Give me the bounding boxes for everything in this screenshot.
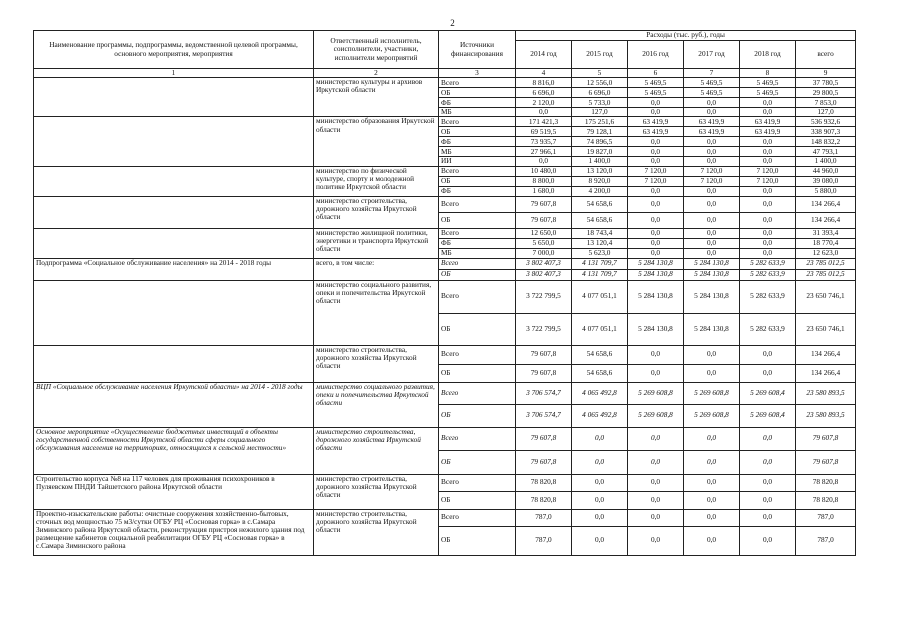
year-value-cell: 787,0 xyxy=(516,509,572,526)
total-value-cell: 47 793,1 xyxy=(796,147,856,157)
total-value-cell: 134 266,4 xyxy=(796,196,856,212)
year-value-cell: 5 623,0 xyxy=(572,248,628,258)
year-value-cell: 5 282 633,9 xyxy=(740,258,796,269)
financing-source-cell: МБ xyxy=(439,147,516,157)
year-value-cell: 0,0 xyxy=(628,364,684,382)
year-value-cell: 2 120,0 xyxy=(516,98,572,108)
year-value-cell: 0,0 xyxy=(628,491,684,509)
year-value-cell: 0,0 xyxy=(740,364,796,382)
executor-cell: министерство строительства, дорожного хозяйства Иркутской области xyxy=(314,509,439,555)
header-executor: Ответственный исполнитель, соисполнители, участники, исполнители мероприятий xyxy=(314,31,439,69)
total-value-cell: 39 080,0 xyxy=(796,176,856,186)
year-value-cell: 5 282 633,9 xyxy=(740,269,796,280)
total-value-cell: 134 266,4 xyxy=(796,212,856,228)
year-value-cell: 1 680,0 xyxy=(516,186,572,196)
table-row xyxy=(34,474,856,491)
column-index: 1 xyxy=(34,69,314,78)
table-row xyxy=(34,427,856,450)
executor-cell: министерство социального развития, опеки и попечительства Иркутской области xyxy=(314,280,439,345)
financing-source-cell: ОБ xyxy=(439,364,516,382)
year-value-cell: 0,0 xyxy=(684,427,740,450)
year-value-cell: 175 251,6 xyxy=(572,117,628,127)
header-program-name: Наименование программы, подпрограммы, ведомственной целевой программы, основного мероприятия, мероприятия xyxy=(34,31,314,69)
year-value-cell: 7 120,0 xyxy=(628,176,684,186)
header-year-2014: 2014 год xyxy=(516,41,572,69)
year-value-cell: 0,0 xyxy=(684,196,740,212)
program-name-cell xyxy=(34,166,314,196)
total-value-cell: 536 932,6 xyxy=(796,117,856,127)
financing-source-cell: ФБ xyxy=(439,98,516,108)
year-value-cell: 3 802 407,3 xyxy=(516,258,572,269)
financing-source-cell: ОБ xyxy=(439,526,516,555)
year-value-cell: 4 077 051,1 xyxy=(572,313,628,345)
year-value-cell: 5 269 608,4 xyxy=(740,382,796,404)
financing-source-cell: МБ xyxy=(439,248,516,258)
year-value-cell: 63 419,9 xyxy=(628,117,684,127)
executor-cell: министерство по физической культуре, спорту и молодежной политике Иркутской области xyxy=(314,166,439,196)
year-value-cell: 0,0 xyxy=(740,137,796,147)
header-year-2018: 2018 год xyxy=(740,41,796,69)
financing-source-cell: ОБ xyxy=(439,450,516,474)
column-index: 2 xyxy=(314,69,439,78)
year-value-cell: 19 827,0 xyxy=(572,147,628,157)
year-value-cell: 5 284 130,8 xyxy=(684,269,740,280)
year-value-cell: 5 282 633,9 xyxy=(740,280,796,313)
year-value-cell: 0,0 xyxy=(628,238,684,248)
year-value-cell: 0,0 xyxy=(516,157,572,166)
year-value-cell: 0,0 xyxy=(740,509,796,526)
table-row xyxy=(34,509,856,526)
year-value-cell: 0,0 xyxy=(572,474,628,491)
year-value-cell: 78 820,8 xyxy=(516,474,572,491)
table-row xyxy=(34,382,856,404)
year-value-cell: 7 120,0 xyxy=(684,176,740,186)
table-row xyxy=(34,280,856,313)
total-value-cell: 78 820,8 xyxy=(796,491,856,509)
year-value-cell: 0,0 xyxy=(740,196,796,212)
header-total: всего xyxy=(796,41,856,69)
program-name-cell: Основное мероприятие «Осуществление бюджетных инвестиций в объекты государственной собственности Иркутской области сферы социального обслуживания населения на территориях, относящихся к сельской местности» xyxy=(34,427,314,474)
year-value-cell: 0,0 xyxy=(740,212,796,228)
year-value-cell: 0,0 xyxy=(740,248,796,258)
column-index: 5 xyxy=(572,69,628,78)
year-value-cell: 0,0 xyxy=(684,212,740,228)
program-name-cell xyxy=(34,280,314,345)
executor-cell: министерство строительства, дорожного хозяйства Иркутской области xyxy=(314,345,439,382)
year-value-cell: 0,0 xyxy=(740,474,796,491)
year-value-cell: 3 802 407,3 xyxy=(516,269,572,280)
executor-cell: всего, в том числе: xyxy=(314,258,439,280)
year-value-cell: 54 658,6 xyxy=(572,196,628,212)
financing-source-cell: Всего xyxy=(439,196,516,212)
total-value-cell: 23 785 012,5 xyxy=(796,269,856,280)
year-value-cell: 5 284 130,8 xyxy=(628,313,684,345)
table-row xyxy=(34,196,856,212)
year-value-cell: 0,0 xyxy=(684,364,740,382)
year-value-cell: 5 269 608,8 xyxy=(628,404,684,427)
financing-source-cell: Всего xyxy=(439,280,516,313)
page-number: 2 xyxy=(450,18,455,28)
year-value-cell: 0,0 xyxy=(572,427,628,450)
total-value-cell: 787,0 xyxy=(796,526,856,555)
year-value-cell: 7 120,0 xyxy=(628,166,684,176)
executor-cell: министерство культуры и архивов Иркутской области xyxy=(314,78,439,117)
year-value-cell: 6 696,0 xyxy=(516,88,572,98)
year-value-cell: 5 469,5 xyxy=(684,88,740,98)
year-value-cell: 0,0 xyxy=(740,157,796,166)
year-value-cell: 0,0 xyxy=(684,491,740,509)
column-index-row xyxy=(34,69,856,78)
total-value-cell: 787,0 xyxy=(796,509,856,526)
total-value-cell: 31 393,4 xyxy=(796,228,856,238)
year-value-cell: 0,0 xyxy=(628,450,684,474)
total-value-cell: 78 820,8 xyxy=(796,474,856,491)
year-value-cell: 5 282 633,9 xyxy=(740,313,796,345)
year-value-cell: 0,0 xyxy=(684,526,740,555)
year-value-cell: 8 800,0 xyxy=(516,176,572,186)
year-value-cell: 5 284 130,8 xyxy=(684,258,740,269)
year-value-cell: 10 480,0 xyxy=(516,166,572,176)
year-value-cell: 0,0 xyxy=(740,108,796,117)
total-value-cell: 23 785 012,5 xyxy=(796,258,856,269)
table-row xyxy=(34,228,856,238)
year-value-cell: 7 120,0 xyxy=(740,166,796,176)
year-value-cell: 7 120,0 xyxy=(740,176,796,186)
year-value-cell: 0,0 xyxy=(628,345,684,364)
year-value-cell: 74 896,5 xyxy=(572,137,628,147)
year-value-cell: 0,0 xyxy=(628,509,684,526)
year-value-cell: 0,0 xyxy=(740,228,796,238)
year-value-cell: 0,0 xyxy=(628,196,684,212)
column-index: 8 xyxy=(740,69,796,78)
year-value-cell: 54 658,6 xyxy=(572,345,628,364)
year-value-cell: 4 131 709,7 xyxy=(572,269,628,280)
year-value-cell: 5 650,0 xyxy=(516,238,572,248)
financing-source-cell: Всего xyxy=(439,117,516,127)
header-year-2016: 2016 год xyxy=(628,41,684,69)
year-value-cell: 12 556,0 xyxy=(572,78,628,88)
year-value-cell: 5 269 608,4 xyxy=(740,404,796,427)
year-value-cell: 4 077 051,1 xyxy=(572,280,628,313)
year-value-cell: 0,0 xyxy=(740,238,796,248)
financing-source-cell: Всего xyxy=(439,382,516,404)
total-value-cell: 134 266,4 xyxy=(796,364,856,382)
year-value-cell: 0,0 xyxy=(740,98,796,108)
total-value-cell: 1 400,0 xyxy=(796,157,856,166)
table-body xyxy=(34,78,856,555)
year-value-cell: 69 519,5 xyxy=(516,127,572,137)
year-value-cell: 0,0 xyxy=(628,157,684,166)
financing-source-cell: ОБ xyxy=(439,491,516,509)
year-value-cell: 5 469,5 xyxy=(628,78,684,88)
year-value-cell: 0,0 xyxy=(628,526,684,555)
year-value-cell: 0,0 xyxy=(740,526,796,555)
year-value-cell: 3 722 799,5 xyxy=(516,313,572,345)
year-value-cell: 0,0 xyxy=(740,345,796,364)
total-value-cell: 134 266,4 xyxy=(796,345,856,364)
year-value-cell: 0,0 xyxy=(684,509,740,526)
financing-source-cell: МБ xyxy=(439,108,516,117)
table-row xyxy=(34,117,856,127)
program-name-cell: Проектно-изыскательские работы: очистные сооружения хозяйственно-бытовых, сточных вод мощностью 75 м3/сутки ОГБУ РЦ «Сосновая горка» в с.Самара Зиминского района Иркутской области, реконструкция пристроя нежилого здания под размещение кабинетов социальной реабилитации ОГБУ РЦ «Сосновая горка» в с.Самара Зиминского района xyxy=(34,509,314,555)
year-value-cell: 63 419,9 xyxy=(684,117,740,127)
total-value-cell: 79 607,8 xyxy=(796,450,856,474)
executor-cell: министерство строительства, дорожного хозяйства Иркутской области xyxy=(314,196,439,228)
financing-source-cell: ФБ xyxy=(439,238,516,248)
year-value-cell: 5 469,5 xyxy=(628,88,684,98)
year-value-cell: 3 722 799,5 xyxy=(516,280,572,313)
year-value-cell: 787,0 xyxy=(516,526,572,555)
year-value-cell: 4 065 492,8 xyxy=(572,404,628,427)
total-value-cell: 148 832,2 xyxy=(796,137,856,147)
year-value-cell: 127,0 xyxy=(572,108,628,117)
year-value-cell: 0,0 xyxy=(740,427,796,450)
financing-source-cell: ФБ xyxy=(439,186,516,196)
program-name-cell xyxy=(34,196,314,228)
year-value-cell: 63 419,9 xyxy=(740,127,796,137)
program-name-cell xyxy=(34,228,314,258)
year-value-cell: 1 400,0 xyxy=(572,157,628,166)
year-value-cell: 12 650,0 xyxy=(516,228,572,238)
financing-source-cell: ОБ xyxy=(439,212,516,228)
year-value-cell: 5 269 608,8 xyxy=(628,382,684,404)
year-value-cell: 0,0 xyxy=(628,108,684,117)
year-value-cell: 5 469,5 xyxy=(740,88,796,98)
total-value-cell: 79 607,8 xyxy=(796,427,856,450)
financing-source-cell: Всего xyxy=(439,166,516,176)
year-value-cell: 0,0 xyxy=(684,186,740,196)
year-value-cell: 0,0 xyxy=(684,228,740,238)
table-row xyxy=(34,166,856,176)
year-value-cell: 0,0 xyxy=(740,450,796,474)
year-value-cell: 5 269 608,8 xyxy=(684,404,740,427)
year-value-cell: 0,0 xyxy=(628,228,684,238)
header-year-2017: 2017 год xyxy=(684,41,740,69)
column-index: 9 xyxy=(796,69,856,78)
year-value-cell: 5 284 130,8 xyxy=(684,280,740,313)
program-name-cell: ВЦП «Социальное обслуживание населения Иркутской области» на 2014 - 2018 годы xyxy=(34,382,314,427)
year-value-cell: 8 816,0 xyxy=(516,78,572,88)
header-financing-source: Источники финансирования xyxy=(439,31,516,69)
financing-source-cell: ОБ xyxy=(439,176,516,186)
program-name-cell xyxy=(34,78,314,117)
year-value-cell: 0,0 xyxy=(628,147,684,157)
year-value-cell: 3 706 574,7 xyxy=(516,382,572,404)
year-value-cell: 54 658,6 xyxy=(572,212,628,228)
year-value-cell: 79 607,8 xyxy=(516,364,572,382)
year-value-cell: 27 966,1 xyxy=(516,147,572,157)
year-value-cell: 0,0 xyxy=(628,137,684,147)
total-value-cell: 7 853,0 xyxy=(796,98,856,108)
year-value-cell: 63 419,9 xyxy=(740,117,796,127)
executor-cell: министерство социального развития, опеки и попечительства Иркутской области xyxy=(314,382,439,427)
program-name-cell: Строительство корпуса №8 на 117 человек для проживания психохроников в Пуляевском ПНДИ Тайшетского района Иркутской области xyxy=(34,474,314,509)
year-value-cell: 0,0 xyxy=(684,248,740,258)
column-index: 4 xyxy=(516,69,572,78)
financing-source-cell: ОБ xyxy=(439,88,516,98)
header-expenses: Расходы (тыс. руб.), годы xyxy=(516,31,856,41)
year-value-cell: 79 607,8 xyxy=(516,450,572,474)
year-value-cell: 0,0 xyxy=(740,186,796,196)
total-value-cell: 23 580 893,5 xyxy=(796,382,856,404)
financing-table xyxy=(33,30,856,556)
year-value-cell: 79 607,8 xyxy=(516,196,572,212)
total-value-cell: 18 770,4 xyxy=(796,238,856,248)
executor-cell: министерство строительства, дорожного хозяйства Иркутской области xyxy=(314,474,439,509)
year-value-cell: 79 607,8 xyxy=(516,345,572,364)
financing-source-cell: Всего xyxy=(439,78,516,88)
year-value-cell: 0,0 xyxy=(572,509,628,526)
total-value-cell: 44 960,0 xyxy=(796,166,856,176)
year-value-cell: 0,0 xyxy=(572,526,628,555)
year-value-cell: 63 419,9 xyxy=(628,127,684,137)
financing-source-cell: Всего xyxy=(439,345,516,364)
financing-source-cell: Всего xyxy=(439,427,516,450)
year-value-cell: 5 284 130,8 xyxy=(684,313,740,345)
year-value-cell: 0,0 xyxy=(628,427,684,450)
year-value-cell: 73 935,7 xyxy=(516,137,572,147)
year-value-cell: 0,0 xyxy=(740,491,796,509)
header-year-2015: 2015 год xyxy=(572,41,628,69)
year-value-cell: 0,0 xyxy=(684,108,740,117)
year-value-cell: 0,0 xyxy=(628,212,684,228)
year-value-cell: 0,0 xyxy=(516,108,572,117)
year-value-cell: 0,0 xyxy=(684,98,740,108)
year-value-cell: 54 658,6 xyxy=(572,364,628,382)
program-name-cell xyxy=(34,345,314,382)
year-value-cell: 79 607,8 xyxy=(516,212,572,228)
table-row xyxy=(34,78,856,88)
year-value-cell: 0,0 xyxy=(628,474,684,491)
total-value-cell: 338 907,3 xyxy=(796,127,856,137)
total-value-cell: 23 650 746,1 xyxy=(796,280,856,313)
year-value-cell: 5 469,5 xyxy=(740,78,796,88)
table-row xyxy=(34,345,856,364)
financing-source-cell: ОБ xyxy=(439,127,516,137)
financing-source-cell: ОБ xyxy=(439,269,516,280)
financing-source-cell: ОБ xyxy=(439,404,516,427)
year-value-cell: 0,0 xyxy=(684,238,740,248)
column-index: 7 xyxy=(684,69,740,78)
program-name-cell: Подпрограмма «Социальное обслуживание населения» на 2014 - 2018 годы xyxy=(34,258,314,280)
financing-source-cell: ИИ xyxy=(439,157,516,166)
financing-source-cell: ОБ xyxy=(439,313,516,345)
financing-source-cell: Всего xyxy=(439,228,516,238)
financing-source-cell: Всего xyxy=(439,258,516,269)
year-value-cell: 18 743,4 xyxy=(572,228,628,238)
total-value-cell: 23 650 746,1 xyxy=(796,313,856,345)
total-value-cell: 5 880,0 xyxy=(796,186,856,196)
year-value-cell: 5 284 130,8 xyxy=(628,258,684,269)
total-value-cell: 37 780,5 xyxy=(796,78,856,88)
year-value-cell: 6 696,0 xyxy=(572,88,628,98)
year-value-cell: 13 120,0 xyxy=(572,166,628,176)
year-value-cell: 0,0 xyxy=(572,450,628,474)
total-value-cell: 29 800,5 xyxy=(796,88,856,98)
year-value-cell: 63 419,9 xyxy=(684,127,740,137)
year-value-cell: 0,0 xyxy=(572,491,628,509)
total-value-cell: 23 580 893,5 xyxy=(796,404,856,427)
total-value-cell: 12 623,0 xyxy=(796,248,856,258)
financing-source-cell: Всего xyxy=(439,509,516,526)
year-value-cell: 0,0 xyxy=(628,248,684,258)
year-value-cell: 0,0 xyxy=(684,157,740,166)
year-value-cell: 3 706 574,7 xyxy=(516,404,572,427)
financing-source-cell: ФБ xyxy=(439,137,516,147)
year-value-cell: 5 733,0 xyxy=(572,98,628,108)
year-value-cell: 7 000,0 xyxy=(516,248,572,258)
executor-cell: министерство строительства, дорожного хозяйства Иркутской области xyxy=(314,427,439,474)
executor-cell: министерство образования Иркутской области xyxy=(314,117,439,166)
year-value-cell: 79 607,8 xyxy=(516,427,572,450)
year-value-cell: 8 920,0 xyxy=(572,176,628,186)
executor-cell: министерство жилищной политики, энергетики и транспорта Иркутской области xyxy=(314,228,439,258)
program-name-cell xyxy=(34,117,314,166)
table-row xyxy=(34,258,856,269)
year-value-cell: 0,0 xyxy=(684,345,740,364)
total-value-cell: 127,0 xyxy=(796,108,856,117)
year-value-cell: 0,0 xyxy=(684,474,740,491)
year-value-cell: 0,0 xyxy=(684,450,740,474)
year-value-cell: 4 200,0 xyxy=(572,186,628,196)
year-value-cell: 0,0 xyxy=(684,147,740,157)
year-value-cell: 7 120,0 xyxy=(684,166,740,176)
column-index: 6 xyxy=(628,69,684,78)
year-value-cell: 0,0 xyxy=(740,147,796,157)
year-value-cell: 5 269 608,8 xyxy=(684,382,740,404)
year-value-cell: 4 131 709,7 xyxy=(572,258,628,269)
year-value-cell: 78 820,8 xyxy=(516,491,572,509)
year-value-cell: 4 065 492,8 xyxy=(572,382,628,404)
year-value-cell: 0,0 xyxy=(684,137,740,147)
year-value-cell: 0,0 xyxy=(628,98,684,108)
year-value-cell: 13 120,4 xyxy=(572,238,628,248)
year-value-cell: 79 128,1 xyxy=(572,127,628,137)
year-value-cell: 171 421,3 xyxy=(516,117,572,127)
year-value-cell: 0,0 xyxy=(628,186,684,196)
year-value-cell: 5 284 130,8 xyxy=(628,280,684,313)
column-index: 3 xyxy=(439,69,516,78)
year-value-cell: 5 284 130,8 xyxy=(628,269,684,280)
financing-source-cell: Всего xyxy=(439,474,516,491)
year-value-cell: 5 469,5 xyxy=(684,78,740,88)
